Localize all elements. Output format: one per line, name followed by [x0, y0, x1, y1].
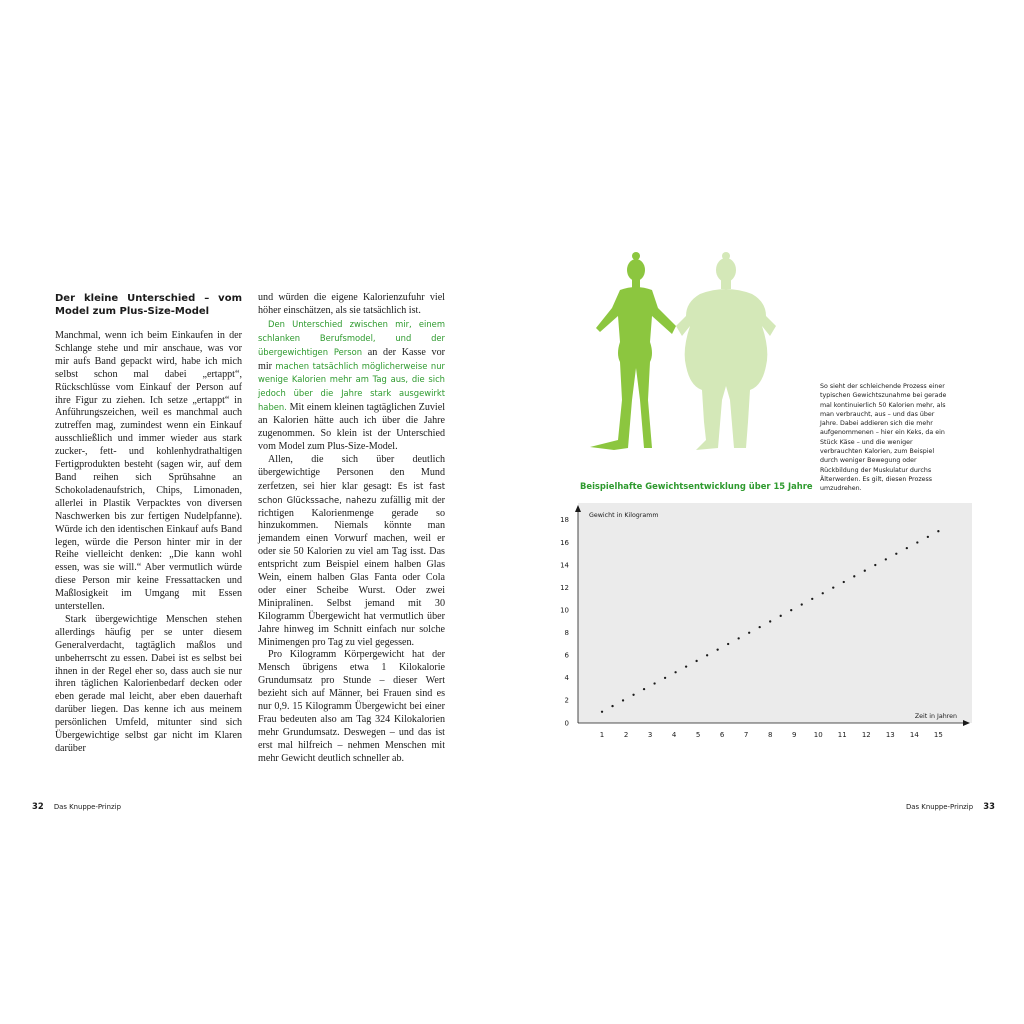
y-tick-label: 12 [560, 583, 569, 592]
plain-text-4: zufällig mit der richtigen Kalorienmenge gerade so hinzukommen. Niemals könnte man jemandem einen Vorwurf machen, weil er oder sie 50 Kalorien zu viel am Tag isst. Das entspricht zum Beispiel einem halben Glas Wein, einem halben Glas Fanta oder Cola oder einer Scheibe Wurst. Oder zwei Minipralinen. Selbst jemand mit 30 Kilogramm Übergewicht hat vermutlich über Jahre hinweg im Schnitt einfach nur solche Minimengen pro Tag zu viel gegessen. [258, 494, 446, 648]
series-dot [727, 643, 729, 645]
x-tick-label: 8 [767, 731, 773, 739]
middle-paragraph-2 [258, 318, 445, 454]
series-dot [895, 553, 897, 555]
plain-text-1: an der Kasse vor mir [258, 346, 445, 372]
series-dot [937, 530, 939, 532]
slim-silhouette [590, 252, 676, 450]
plain-text-2: Mit einem kleinen tagtäglichen Zuviel an Kalorien hätte auch ich über die Jahre zugenommen. So klein ist der Unterschied vom Model zum Plus-Size-Model. [258, 402, 445, 452]
x-tick-label: 11 [837, 731, 847, 739]
weight-chart [555, 500, 975, 775]
middle-paragraph-4: Pro Kilogramm Körpergewicht hat der Mensch übrigens etwa 1 Kilokalorie Grundumsatz pro Stunde – dieser Wert bezieht sich auf Männer, bei Frauen sind es nur 0,9. 15 Kilogramm Übergewicht bei einer Frau bedeuten also am Tag 324 Kilokalorien mehr Grundumsatz. Deswegen – und das ist erst mal hilfreich – nehmen Menschen mit mehr Gewicht deutlich schneller ab. [258, 649, 445, 764]
series-dot [843, 581, 845, 583]
series-dot [927, 536, 929, 538]
right-running-title: Das Knuppe-Prinzip [906, 803, 974, 811]
y-tick-label: 14 [560, 561, 569, 570]
series-dot [748, 632, 750, 634]
section-heading: Der kleine Unterschied – vom Model zum Plus-Size-Model [55, 293, 242, 317]
y-tick-label: 16 [560, 538, 569, 547]
x-tick-label: 1 [599, 731, 605, 739]
series-dot [874, 564, 876, 566]
series-dot [801, 603, 803, 605]
series-dot [780, 615, 782, 617]
x-tick-labels [600, 731, 943, 739]
highlight-text-1: Den Unterschied zwischen mir, einem schlanken Berufsmodel, und der übergewichtigen Person [258, 318, 445, 357]
y-tick-label: 4 [564, 674, 569, 683]
series-dot [853, 575, 855, 577]
middle-paragraph-1: und würden die eigene Kalorienzufuhr viel höher einschätzen, als sie tatsächlich ist. [258, 292, 445, 316]
series-dot [716, 649, 718, 651]
y-tick-label: 0 [564, 719, 569, 728]
middle-paragraph-3 [258, 454, 445, 650]
series-dot [769, 620, 771, 622]
series-dot [674, 671, 676, 673]
series-dot [653, 682, 655, 684]
plain-text-3: Allen, die sich über deutlich übergewichtige Personen den Mund zerfetzen, sei hier klar gesagt: [258, 453, 445, 492]
x-tick-label: 9 [791, 731, 797, 739]
x-tick-label: 12 [861, 731, 871, 739]
left-column [55, 292, 242, 756]
left-running-title: Das Knuppe-Prinzip [53, 803, 121, 811]
series-dot [643, 688, 645, 690]
series-dot [790, 609, 792, 611]
left-paragraph-2: Stark übergewichtige Menschen stehen allerdings häufig per se unter diesem Generalverdacht, tagtäglich maßlos und unbeherrscht zu essen. Dabei ist es selbst bei ihnen in der Regel eher so, dass auch sie nur ihren täglichen Kalorienbedarf decken oder eben gerade mal leicht, aber eben dauerhaft darüber liegen. Das kenne ich aus meinem persönlichen Umfeld, mitunter sind sich Übergewichtige selbst gar nicht im Klaren darüber [55, 613, 242, 754]
y-tick-label: 2 [564, 696, 569, 705]
series-dot [695, 660, 697, 662]
series-dot [601, 711, 603, 713]
series-dot [811, 598, 813, 600]
middle-column [258, 292, 445, 766]
series-dot [885, 558, 887, 560]
series-dot [864, 570, 866, 572]
x-tick-label: 15 [933, 731, 943, 739]
right-footer [906, 801, 995, 811]
y-tick-labels [560, 516, 569, 727]
y-axis-label: Gewicht in Kilogramm [589, 512, 659, 519]
sans-text: Es ist fast schon Glückssache, nahezu [258, 480, 445, 505]
x-tick-label: 10 [813, 731, 823, 739]
x-tick-label: 2 [623, 731, 629, 739]
series-dot [685, 665, 687, 667]
chart-background [578, 503, 972, 723]
series-dot [822, 592, 824, 594]
series-dot [906, 547, 908, 549]
series-dot [759, 626, 761, 628]
series-dot [738, 637, 740, 639]
highlight-text-2: machen tatsächlich möglicherweise nur wenige Kalorien mehr am Tag aus, die sich jedoch über die Jahre stark ausgewirkt haben. [258, 360, 445, 413]
x-tick-label: 14 [909, 731, 919, 739]
series-dot [832, 586, 834, 588]
series-dot [611, 705, 613, 707]
series-dot [706, 654, 708, 656]
right-page-number: 33 [983, 801, 995, 811]
x-tick-label: 6 [719, 731, 725, 739]
x-tick-label: 5 [695, 731, 701, 739]
x-tick-label: 4 [671, 731, 677, 739]
x-tick-label: 13 [885, 731, 895, 739]
figure-caption: So sieht der schleichende Prozess einer typischen Gewichtszunahme bei gerade mal kontinuierlich 50 Kalorien mehr, als man verbraucht, aus – und das über Jahre. Dabei addieren sich die mehr aufgenommenen – hier ein Keks, da ein Stück Käse – und die weniger verbrauchten Kalorien, zum Beispiel durch weniger Bewegung oder Rückbildung der Muskulatur durchs Älterwerden. Es gilt, diesen Prozess umzudrehen. [820, 383, 947, 493]
x-tick-label: 7 [743, 731, 749, 739]
plus-silhouette [676, 252, 776, 450]
x-tick-label: 3 [647, 731, 653, 739]
y-tick-label: 6 [564, 651, 569, 660]
left-page-number: 32 [32, 801, 44, 811]
left-paragraph-1: Manchmal, wenn ich beim Einkaufen in der Schlange stehe und mir anschaue, was vor mir aufs Band gepackt wird, habe ich mich selbst schon mal dabei „ertappt“, Rückschlüsse vom Einkauf der Person auf ihre Figur zu ziehen. Ich setze „ertappt“ in Anführungszeichen, weil es manchmal auch zutreffen mag, zumindest wenn ein Einkauf ausschließlich und immer wieder aus stark zucker-, fett- und kohlenhydrathaltigen Fertigprodukten besteht (sagen wir, auf dem Band reihen sich Sprühsahne an Schokoladenaufstrich, Chips, Limonaden, allerlei in Plastik Verpacktes von diversen Naschwerken bis zur fertigen Nudelpfanne). Würde ich den identischen Einkauf aufs Band legen, würde die Person hinter mir in der Reihe vielleicht denken: „Die kann wohl essen, was sie will.“ Aber vermutlich würde diese Person mir keine Fressattacken und Maßlosigkeit im Umgang mit Essen unterstellen. [55, 330, 242, 613]
y-tick-label: 8 [564, 629, 569, 638]
silhouettes-illustration [580, 250, 810, 455]
series-dot [664, 677, 666, 679]
chart-title: Beispielhafte Gewichtsentwicklung über 15 Jahre [580, 481, 813, 491]
series-dot [916, 541, 918, 543]
y-tick-label: 10 [560, 606, 569, 615]
left-footer [32, 801, 121, 811]
y-tick-label: 18 [560, 516, 569, 525]
series-dot [622, 699, 624, 701]
series-dot [632, 694, 634, 696]
x-axis-label: Zeit in Jahren [914, 713, 957, 720]
